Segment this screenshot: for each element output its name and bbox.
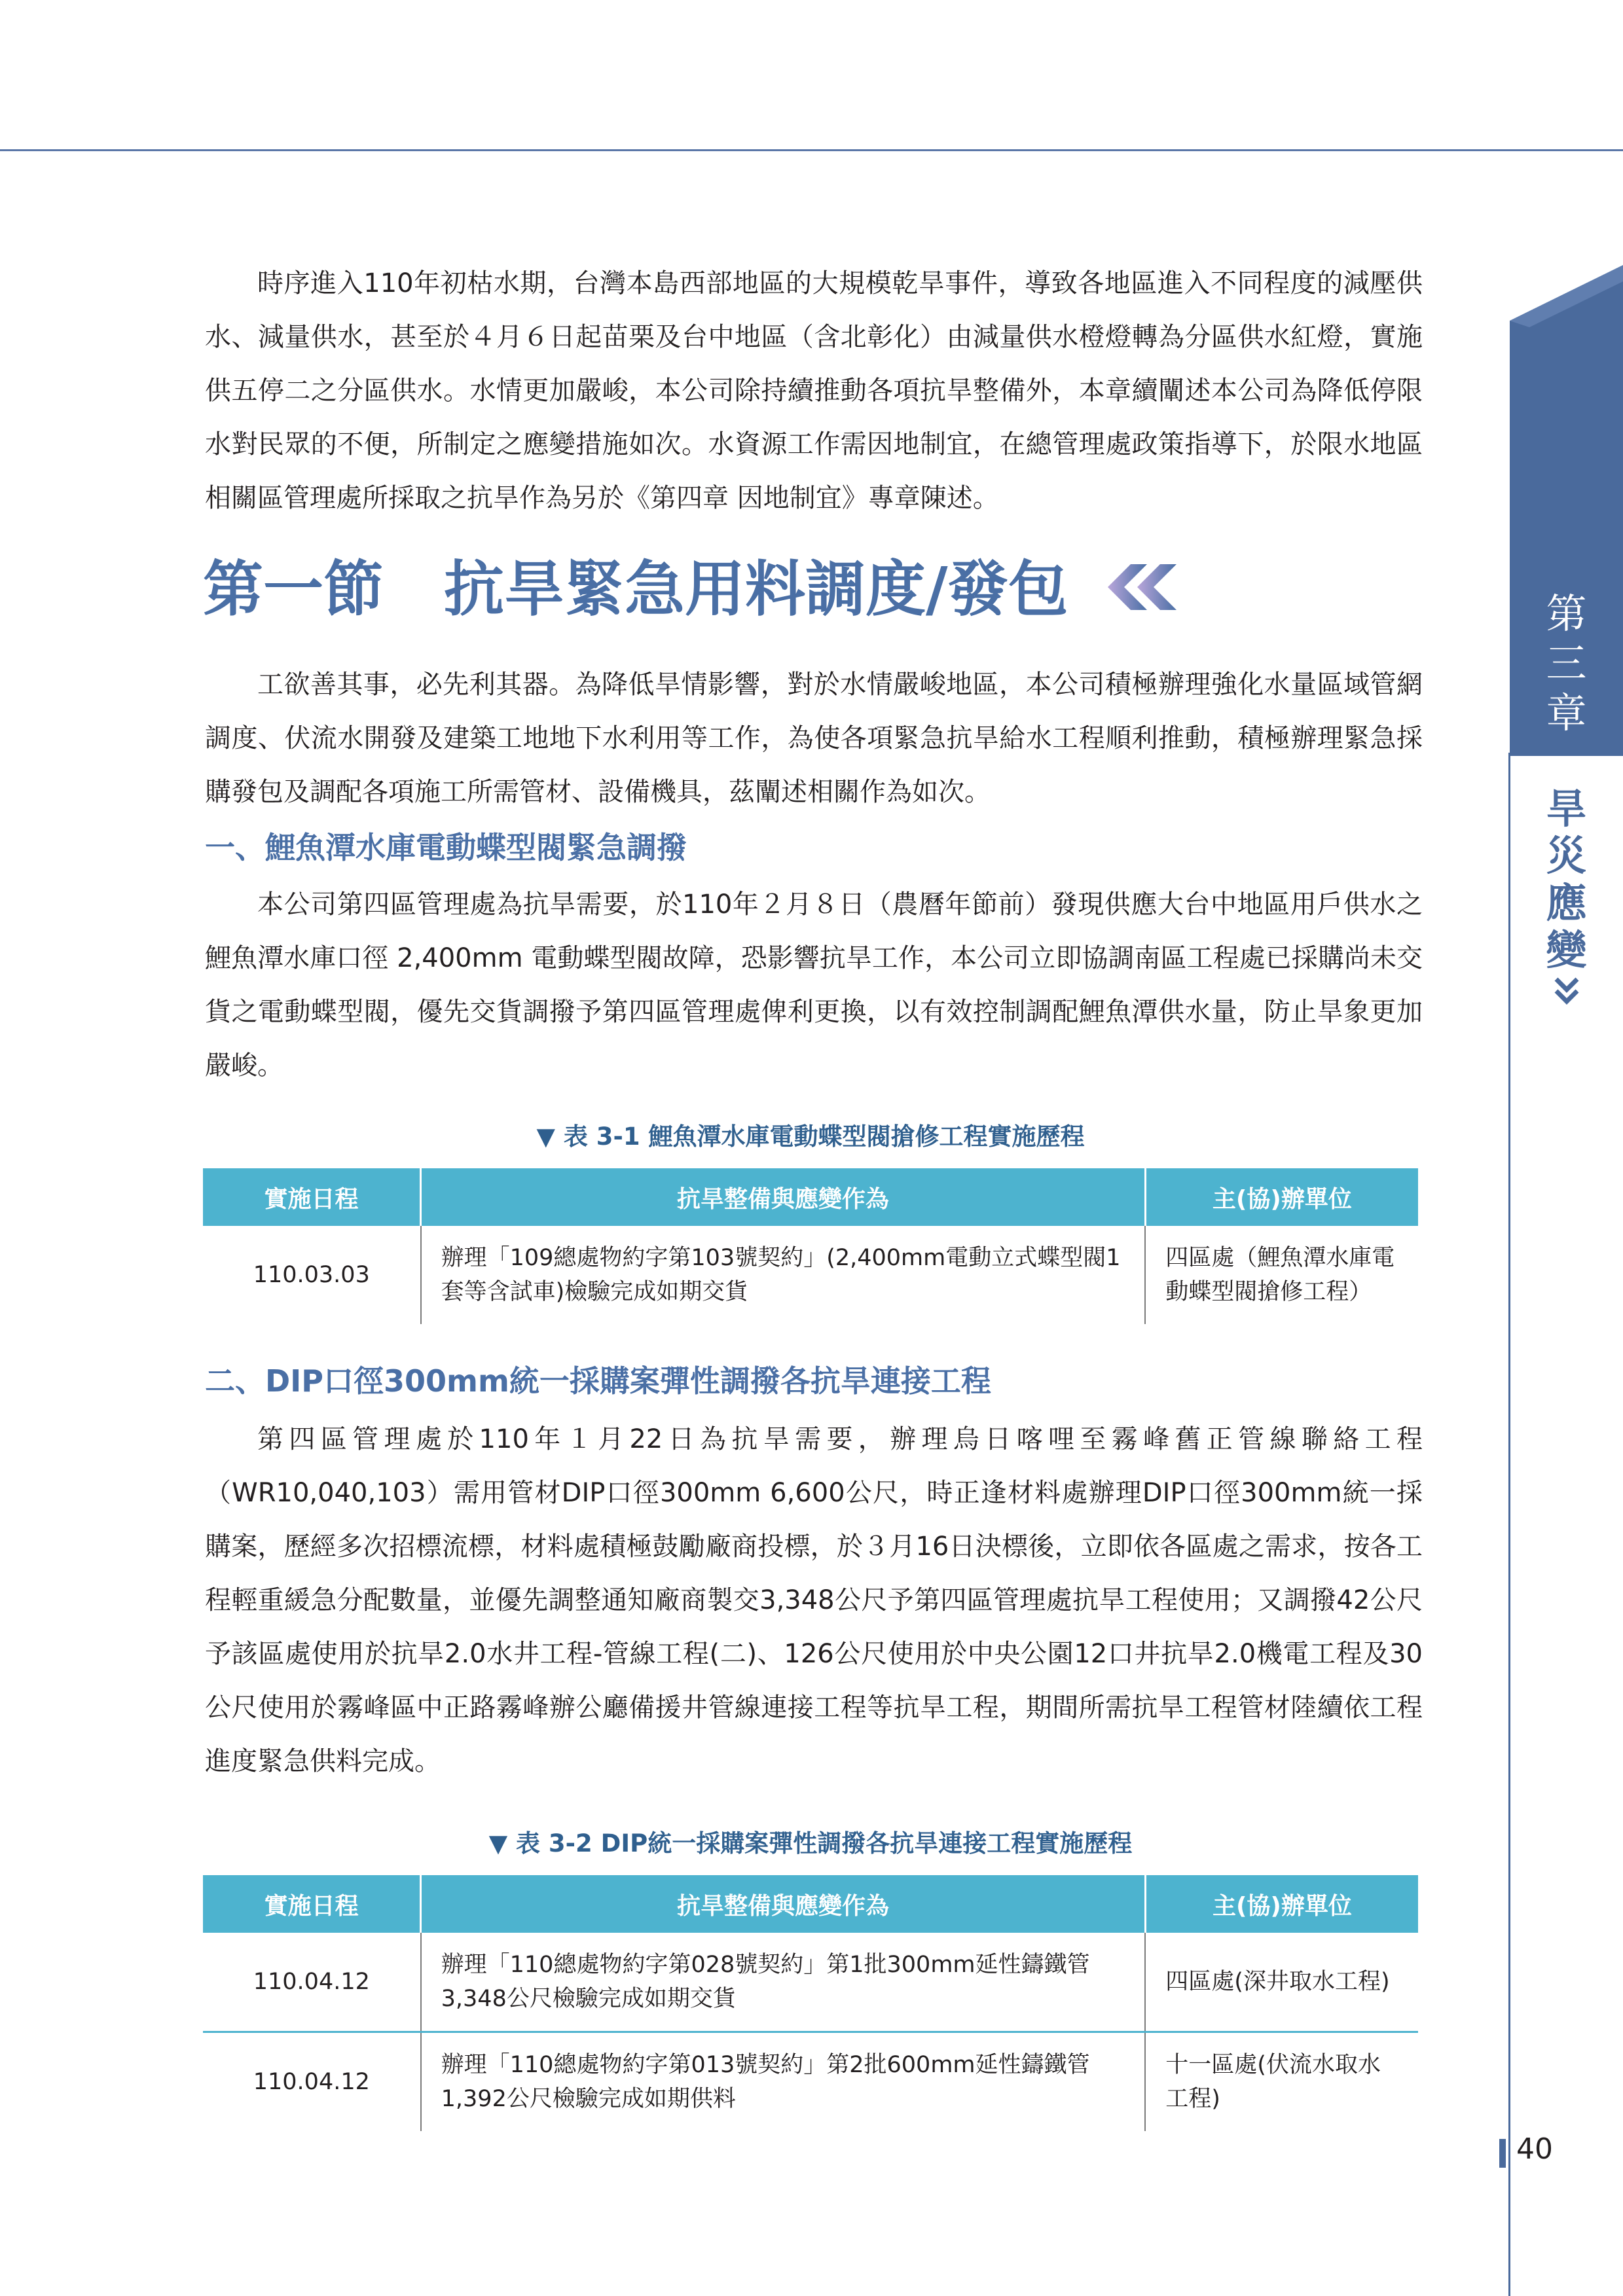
subsection-1-text: 本公司第四區管理處為抗旱需要，於110年２月８日（農曆年節前）發現供應大台中地區用戶供水之鯉魚潭水庫口徑 2,400mm 電動蝶型閥故障，恐影響抗旱工作，本公司立即協調南區工程處已採購尚未交貨之電動蝶型閥，優先交貨調撥予第四區管理處俾利更換，以有效控制調配鯉魚潭供水量，防止旱象更加嚴峻。 [205,889,1423,1081]
chevron-down-icon [1510,975,1623,1016]
table-cell-unit: 四區處（鯉魚潭水庫電動蝶型閥搶修工程） [1145,1226,1418,1324]
chapter-label-char: 三 [1546,639,1587,687]
table-row [203,1933,1418,2032]
table-row [203,2032,1418,2132]
chapter-title-char: 變 [1546,926,1587,974]
chevron-down-icon-svg [1552,975,1581,1008]
table-1-caption: ▼ 表 3-1 鯉魚潭水庫電動蝶型閥搶修工程實施歷程 [536,1122,1085,1151]
double-chevron-left-icon-svg [1095,558,1193,617]
table-header-action: 抗旱整備與應變作為 [421,1875,1146,1933]
table-header-unit: 主(協)辦單位 [1145,1875,1418,1933]
section-heading [203,553,1193,632]
table-cell-action: 辦理「110總處物約字第028號契約」第1批300mm延性鑄鐵管3,348公尺檢驗完成如期交貨 [421,1933,1146,2032]
table-cell-action: 辦理「109總處物約字第103號契約」(2,400mm電動立式蝶型閥1套等含試車)檢驗完成如期交貨 [421,1226,1146,1324]
chapter-title-char: 災 [1546,832,1587,880]
table-cell-unit: 十一區處(伏流水取水工程) [1145,2032,1418,2132]
chapter-title [1510,785,1623,974]
subsection-heading-1: 一、鯉魚潭水庫電動蝶型閥緊急調撥 [205,830,687,865]
table-cell-date: 110.03.03 [253,1262,370,1288]
intro-paragraph [205,257,1423,525]
table-header-date: 實施日程 [203,1168,421,1226]
table-header-date: 實施日程 [203,1875,421,1933]
page-number-marker [1499,2139,1506,2168]
section-intro-paragraph [205,658,1423,819]
table-2 [203,1875,1418,2131]
table-2-caption: ▼ 表 3-2 DIP統一採購案彈性調撥各抗旱連接工程實施歷程 [488,1829,1133,1857]
subsection-heading-2: 二、DIP口徑300mm統一採購案彈性調撥各抗旱連接工程 [205,1363,991,1399]
section-heading-text: 第一節 抗旱緊急用料調度/發包 [203,554,1068,624]
table-row [203,1226,1418,1324]
table-header-action: 抗旱整備與應變作為 [421,1168,1146,1226]
chapter-label-char: 第 [1546,590,1587,637]
table-1 [203,1168,1418,1324]
header-rule [0,149,1623,151]
chapter-title-char: 應 [1546,879,1587,927]
table-header-unit: 主(協)辦單位 [1145,1168,1418,1226]
double-chevron-left-icon [1095,558,1193,632]
section-intro-text: 工欲善其事，必先利其器。為降低旱情影響，對於水情嚴峻地區，本公司積極辦理強化水量區域管網調度、伏流水開發及建築工地地下水利用等工作，為使各項緊急抗旱給水工程順利推動，積極辦理緊急採購發包及調配各項施工所需管材、設備機具，茲闡述相關作為如次。 [205,670,1423,807]
page-number: 40 [1516,2132,1553,2166]
table-cell-date: 110.04.12 [203,1933,421,2032]
table-cell-action: 辦理「110總處物約字第013號契約」第2批600mm延性鑄鐵管1,392公尺檢驗完成如期供料 [421,2032,1146,2132]
table-cell-date: 110.04.12 [253,2069,370,2095]
chapter-title-char: 旱 [1546,785,1587,833]
chapter-label [1510,589,1623,738]
intro-text: 時序進入110年初枯水期，台灣本島西部地區的大規模乾旱事件，導致各地區進入不同程度的減壓供水、減量供水，甚至於４月６日起苗栗及台中地區（含北彰化）由減量供水橙燈轉為分區供水紅燈，實施供五停二之分區供水。水情更加嚴峻，本公司除持續推動各項抗旱整備外，本章續闡述本公司為降低停限水對民眾的不便，所制定之應變措施如次。水資源工作需因地制宜，在總管理處政策指導下，於限水地區相關區管理處所採取之抗旱作為另於《第四章 因地制宜》專章陳述。 [205,268,1423,513]
chapter-label-char: 章 [1546,689,1587,737]
subsection-1-paragraph [205,878,1423,1092]
table-cell-unit: 四區處(深井取水工程) [1145,1933,1418,2032]
subsection-2-paragraph [205,1412,1423,1788]
subsection-2-text: 第四區管理處於110年１月22日為抗旱需要，辦理烏日喀哩至霧峰舊正管線聯絡工程（WR10,040,103）需用管材DIP口徑300mm 6,600公尺，時正逢材料處辦理DIP口徑300mm統一採購案，歷經多次招標流標，材料處積極鼓勵廠商投標，於３月16日決標後，立即依各區處之需求，按各工程輕重緩急分配數量，並優先調整通知廠商製交3,348公尺予第四區管理處抗旱工程使用；又調撥42公尺予該區處使用於抗旱2.0水井工程-管線工程(二)、126公尺使用於中央公園12口井抗旱2.0機電工程及30公尺使用於霧峰區中正路霧峰辦公廳備援井管線連接工程等抗旱工程，期間所需抗旱工程管材陸續依工程進度緊急供料完成。 [205,1424,1423,1776]
